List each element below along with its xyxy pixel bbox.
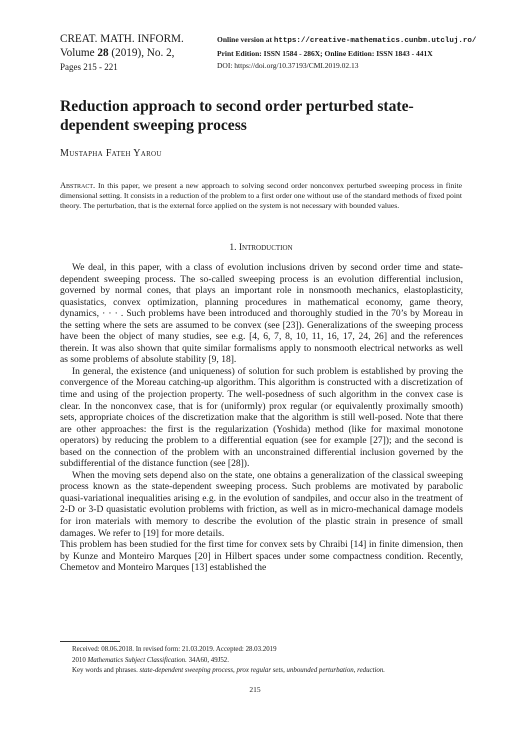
journal-volume: Volume 28 (2019), No. 2, [60,47,175,59]
journal-pages: Pages 215 - 221 [60,62,118,72]
online-info [217,34,476,73]
abstract-label: Abstract. [60,181,96,190]
section-title: Introduction [238,243,293,253]
paper-title: Reduction approach to second order perturbed state-dependent sweeping process [60,98,414,134]
online-url-link[interactable]: https://creative-mathematics.cunbm.utcluj.ro/ [273,37,477,45]
issn-line: Print Edition: ISSN 1584 - 286X; Online Edition: ISSN 1843 - 441X [217,48,433,58]
abstract [60,181,462,211]
body-text [60,262,463,574]
footnote [72,645,464,677]
section-number: 1. [229,243,239,253]
doi-line[interactable]: DOI: https://doi.org/10.37193/CMI.2019.02.13 [217,61,359,70]
received-dates: Received: 08.06.2018. In revised form: 21.03.2019. Accepted: 28.03.2019 [72,646,277,653]
paragraph: In general, the existence (and uniqueness) of solution for such problem is established by proving the convergence of the Moreau catching-up algorithm. This algorithm is constructed with a discretization of time and using of the projection property. The well-posedness of such algorithm in the convex case is clear. In the nonconvex case, that is for (uniformly) prox regular (or equivalently proximally smooth) sets, appropriate choices of the discretization make that the algorithm is still well-posed. Note that there are other approaches: the first is the regularization (Yoshida) method (like for maximal monotone operators) by reducing the problem to a differential equation (see for example [27]); and the second is based on the connection of the problem with an unconstrained differential inclusion governed by the subdifferential of the distance function (see [28]). [60,365,463,470]
abstract-text: In this paper, we present a new approach to solving second order nonconvex perturbed sweeping process in finite dimensional setting. It consists in a reduction of the problem to a first order one without use of the standard methods of fixed point theory. The perturbation, that is the external force applied on the system is not necessary with bounded values. [60,181,462,210]
journal-info [60,32,184,74]
author-name: Mustapha Fateh Yarou [60,148,162,159]
footnote-rule [60,641,120,642]
keywords-line: Key words and phrases. state-dependent sweeping process, prox regular sets, unbounded perturbation, reduction. [72,667,386,675]
paragraph: We deal, in this paper, with a class of evolution inclusions driven by second order time and state-dependent sweeping process. The so-called sweeping process is an evolution differential inclusion, governed by normal cones, that plays an important role in nonsmooth mechanics, elastoplasticity, quasistatics, convex optimization, planning procedures in mathematical economy, game theory, dynamics, · · · . Such problems have been introduced and thoroughly studied in the 70’s by Moreau in the setting where the sets are assumed to be convex (see [23]). Generalizations of the sweeping process have been the object of many studies, see e.g. [4, 6, 7, 8, 10, 11, 16, 17, 24, 26] and the references therein. It was also shown that quite similar formalisms apply to nonsmooth electrical networks as well as some problems of absolute stability [9, 18]. [60,262,463,366]
journal-name: CREAT. MATH. INFORM. [60,33,184,45]
paragraph: When the moving sets depend also on the state, one obtains a generalization of the classical sweeping process known as the state-dependent sweeping process. Such problems are motivated by parabolic quasi-variational inequalities arising e.g. in the evolution of sandpiles, and occur also in the treatment of 2-D or 3-D quasistatic evolution problems with friction, as well as in micro-mechanical damage models for iron materials with memory to describe the evolution of the plastic strain in presence of small damages. We refer to [19] for more details. [60,469,463,539]
msc-line: 2010 Mathematics Subject Classification. 34A60, 49J52. [72,656,229,664]
paragraph: This problem has been studied for the first time for convex sets by Chraibi [14] in finite dimension, then by Kunze and Monteiro Marques [20] in Hilbert spaces under some compactness condition. Recently, Chemetov and Monteiro Marques [13] established the [60,539,463,574]
page-number: 215 [249,685,261,694]
section-heading [60,243,462,253]
online-version: Online version at https://creative-mathematics.cunbm.utcluj.ro/ [217,35,477,45]
